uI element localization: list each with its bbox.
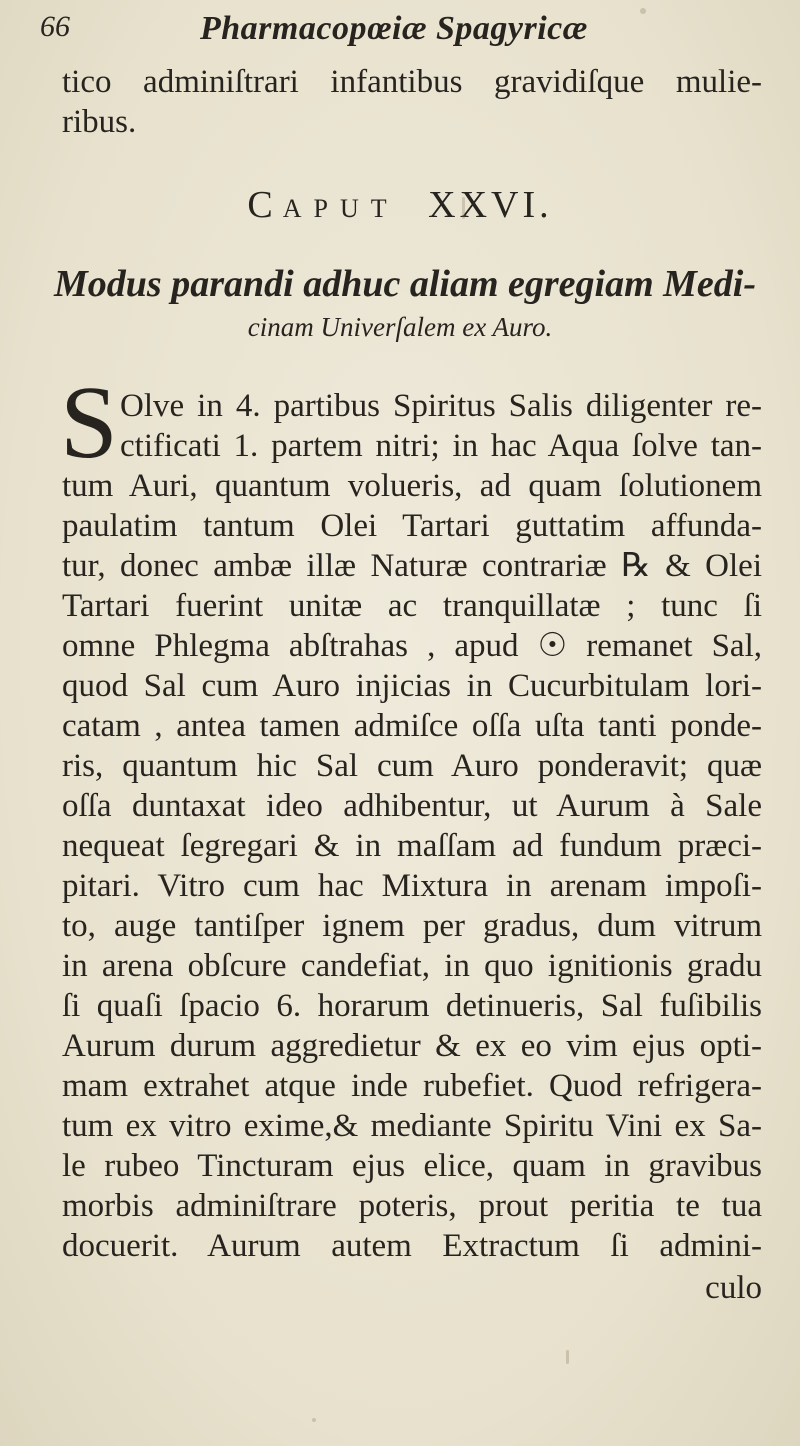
chapter-heading xyxy=(0,183,800,227)
body-line: to, auge tantiſper ignem per gradus, dum vitrum xyxy=(62,908,762,944)
body-line: ſi quaſi ſpacio 6. horarum detinueris, Sal fuſibilis xyxy=(62,988,762,1024)
body-line: tum ex vitro exime,& mediante Spiritu Vini ex Sa- xyxy=(62,1108,762,1144)
paper-speck xyxy=(640,8,646,14)
body-line: mam extrahet atque inde rubefiet. Quod refrigera- xyxy=(62,1068,762,1104)
section-title-line-2: cinam Univerſalem ex Auro. xyxy=(247,312,553,342)
body-line: le rubeo Tincturam ejus elice, quam in gravibus xyxy=(62,1148,762,1184)
body-line: tur, donec ambæ illæ Naturæ contrariæ ℞ & Olei xyxy=(62,548,762,584)
page-header xyxy=(40,10,780,50)
body-line: morbis adminiſtrare poteris, prout peritia te tua xyxy=(62,1188,762,1224)
body-line: Aurum durum aggredietur & ex eo vim ejus opti- xyxy=(62,1028,762,1064)
body-line: Olve in 4. partibus Spiritus Salis diligenter re- xyxy=(120,388,762,424)
paper-speck xyxy=(566,1350,569,1364)
section-title-line-1: Modus parandi adhuc aliam egregiam Medi- xyxy=(54,263,756,305)
continuation-line-2: ribus. xyxy=(62,104,137,140)
body-line: pitari. Vitro cum hac Mixtura in arenam impoſi- xyxy=(62,868,762,904)
body-line: ctificati 1. partem nitri; in hac Aqua ſolve tan- xyxy=(120,428,762,464)
body-line: in arena obſcure candefiat, in quo ignitionis gradu xyxy=(62,948,762,984)
body-line: oſſa duntaxat ideo adhibentur, ut Aurum à Sale xyxy=(62,788,762,824)
catchword: culo xyxy=(705,1270,762,1306)
paper-speck xyxy=(312,1418,316,1422)
chapter-caput-initial: C xyxy=(247,184,283,226)
body-line: omne Phlegma abſtrahas , apud ☉ remanet Sal, xyxy=(62,628,762,664)
body-line: nequeat ſegregari & in maſſam ad fundum præci- xyxy=(62,828,762,864)
continuation-line-1: tico adminiſtrari infantibus gravidiſque mulie- xyxy=(62,64,762,100)
running-title: Pharmacopœiæ Spagyricæ xyxy=(200,10,588,47)
chapter-numeral: XXVI. xyxy=(428,184,553,226)
body-line: catam , antea tamen admiſce oſſa uſta tanti ponde- xyxy=(62,708,762,744)
body-line: quod Sal cum Auro injicias in Cucurbitulam lori- xyxy=(62,668,762,704)
body-line: tum Auri, quantum volueris, ad quam ſolutionem xyxy=(62,468,762,504)
page-number: 66 xyxy=(40,10,70,43)
body-line: docuerit. Aurum autem Extractum ſi admini- xyxy=(62,1228,762,1264)
chapter-caput-word: APUT xyxy=(282,194,399,223)
body-line: Tartari fuerint unitæ ac tranquillatæ ; tunc ſi xyxy=(62,588,762,624)
paper-speck xyxy=(462,197,465,219)
drop-cap: S xyxy=(60,365,118,480)
body-line: paulatim tantum Olei Tartari guttatim affunda- xyxy=(62,508,762,544)
body-line: ris, quantum hic Sal cum Auro ponderavit; quæ xyxy=(62,748,762,784)
